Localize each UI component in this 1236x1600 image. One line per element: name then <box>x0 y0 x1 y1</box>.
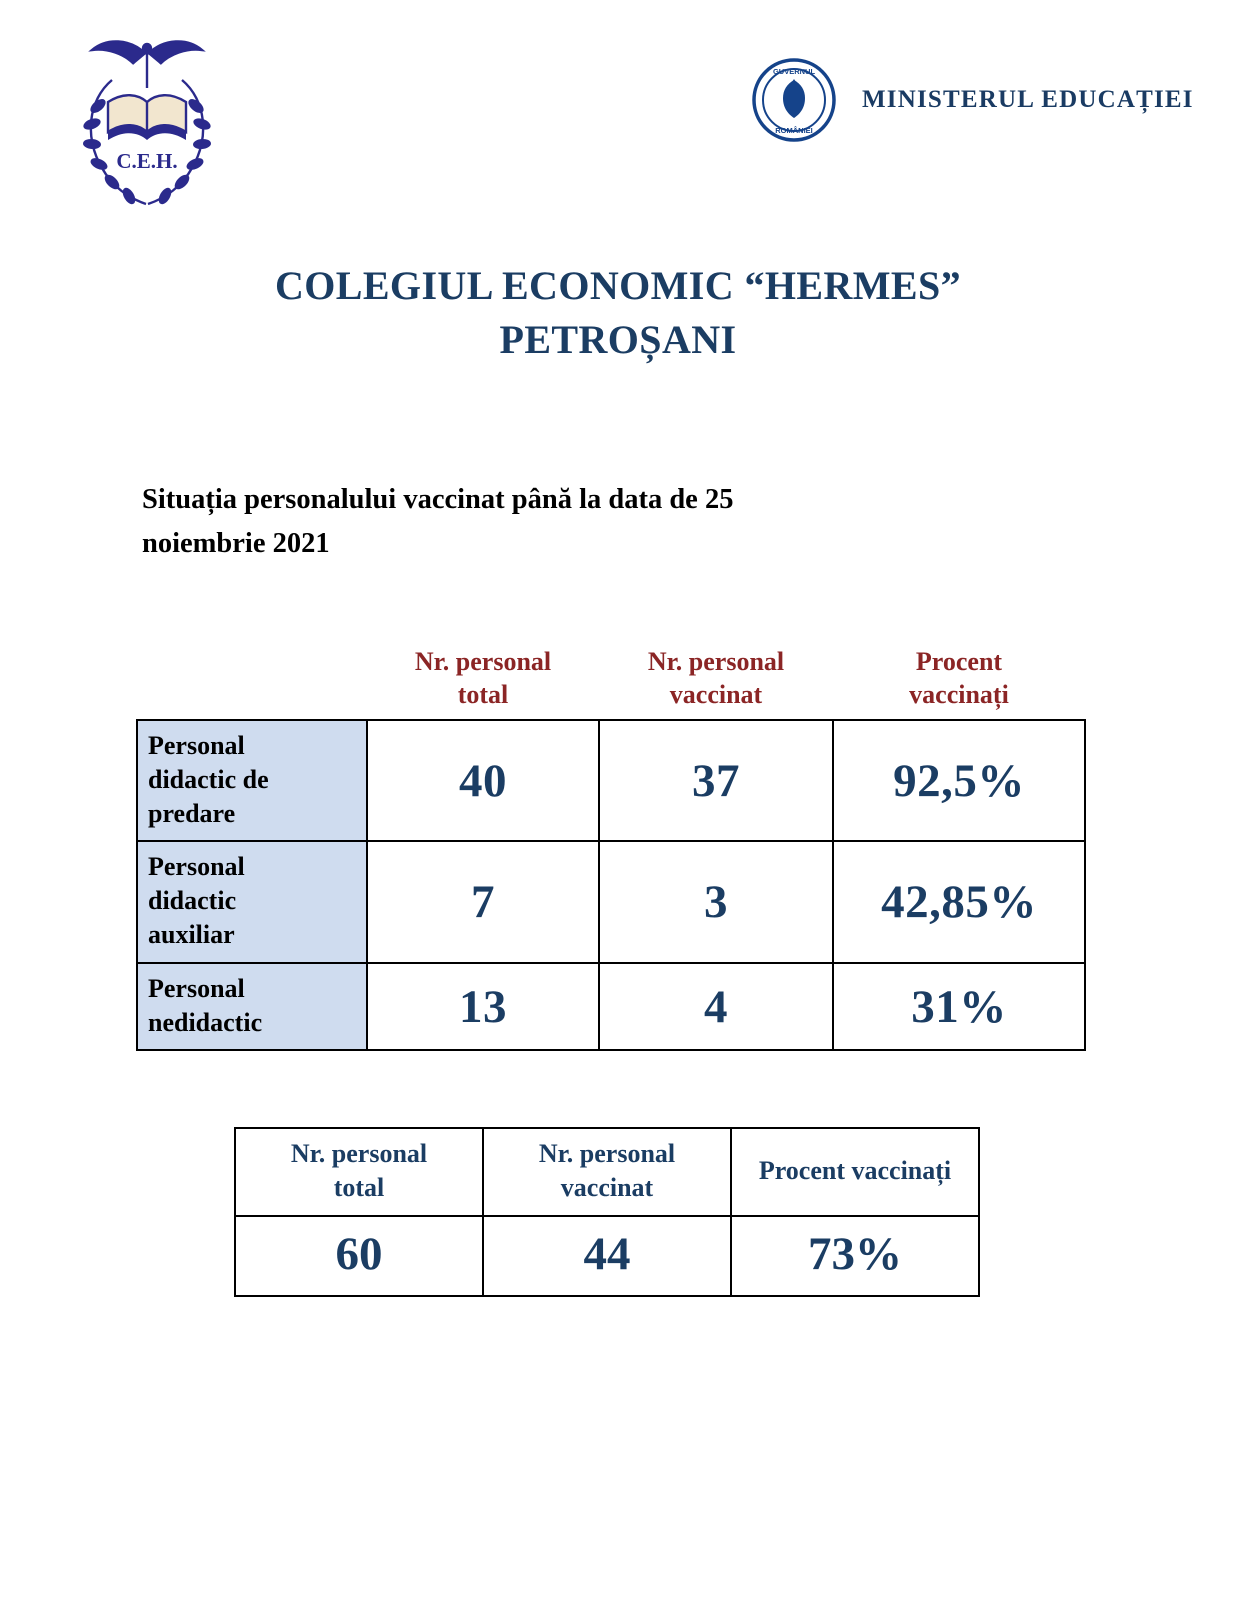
table-row <box>137 963 1085 1051</box>
table-row <box>137 720 1085 841</box>
header-total-staff <box>367 645 599 721</box>
ministry-header <box>752 58 1194 142</box>
row-label-line-1: Personal <box>148 973 245 1003</box>
cell-vaccinated-auxiliary: 3 <box>599 841 833 962</box>
cell-percent-nonteaching: 31% <box>833 963 1085 1051</box>
page-title <box>178 259 1058 366</box>
totals-header-vaccinated-staff <box>483 1128 731 1216</box>
cell-total-teaching: 40 <box>367 720 599 841</box>
cell-vaccinated-nonteaching: 4 <box>599 963 833 1051</box>
totals-cell-vaccinated: 44 <box>483 1216 731 1296</box>
document-subtitle-line-1: Situația personalului vaccinat până la data de 25 <box>142 484 734 516</box>
totals-header-total-line-1: Nr. personal <box>290 1139 428 1169</box>
row-label-line-1: Personal <box>148 731 245 761</box>
svg-text:ROMÂNIEI: ROMÂNIEI <box>775 126 813 135</box>
cell-total-auxiliary: 7 <box>367 841 599 962</box>
row-label-auxiliary-staff <box>137 841 367 962</box>
row-label-teaching-staff <box>137 720 367 841</box>
header-blank-cell <box>137 645 367 721</box>
totals-header-total-line-2: total <box>333 1173 385 1203</box>
row-label-line-3: predare <box>148 798 236 828</box>
document-subtitle <box>142 478 1082 566</box>
header-total-staff-line-2: total <box>457 679 509 709</box>
ministry-label: MINISTERUL EDUCAȚIEI <box>862 86 1194 113</box>
vaccination-table-section <box>0 645 1236 1298</box>
header-vaccinated-percent-line-1: Procent <box>915 646 1003 676</box>
totals-value-row <box>235 1216 979 1296</box>
totals-header-vaccinated-line-2: vaccinat <box>560 1173 654 1203</box>
totals-cell-percent: 73% <box>731 1216 979 1296</box>
romanian-government-seal-icon <box>752 58 836 142</box>
cell-percent-teaching: 92,5% <box>833 720 1085 841</box>
page-title-line-1: COLEGIUL ECONOMIC “HERMES” <box>274 263 962 308</box>
totals-header-percent: Procent vaccinați <box>731 1128 979 1216</box>
vaccination-totals-table <box>234 1127 980 1297</box>
table-row <box>137 841 1085 962</box>
totals-header-vaccinated-line-1: Nr. personal <box>538 1139 676 1169</box>
totals-header-row <box>235 1128 979 1216</box>
svg-text:GUVERNUL: GUVERNUL <box>772 67 816 76</box>
row-label-line-2: didactic <box>148 886 237 916</box>
document-subtitle-line-2: noiembrie 2021 <box>142 528 330 560</box>
header-vaccinated-staff <box>599 645 833 721</box>
school-crest-icon <box>72 28 222 213</box>
cell-vaccinated-teaching: 37 <box>599 720 833 841</box>
row-label-nonteaching-staff <box>137 963 367 1051</box>
header-vaccinated-staff-line-1: Nr. personal <box>647 646 785 676</box>
school-crest-initials: C.E.H. <box>116 149 178 173</box>
row-label-line-3: auxiliar <box>148 920 235 950</box>
header-vaccinated-percent-line-2: vaccinați <box>909 679 1009 709</box>
header-total-staff-line-1: Nr. personal <box>414 646 552 676</box>
document-header <box>0 0 1236 235</box>
row-label-line-2: didactic de <box>148 764 269 794</box>
totals-cell-total: 60 <box>235 1216 483 1296</box>
vaccination-breakdown-table <box>136 645 1086 1052</box>
header-vaccinated-staff-line-2: vaccinat <box>669 679 763 709</box>
table-header-row <box>137 645 1085 721</box>
header-vaccinated-percent <box>833 645 1085 721</box>
row-label-line-2: nedidactic <box>148 1007 263 1037</box>
totals-header-total-staff <box>235 1128 483 1216</box>
cell-percent-auxiliary: 42,85% <box>833 841 1085 962</box>
row-label-line-1: Personal <box>148 852 245 882</box>
cell-total-nonteaching: 13 <box>367 963 599 1051</box>
page-title-line-2: PETROȘANI <box>499 316 737 362</box>
